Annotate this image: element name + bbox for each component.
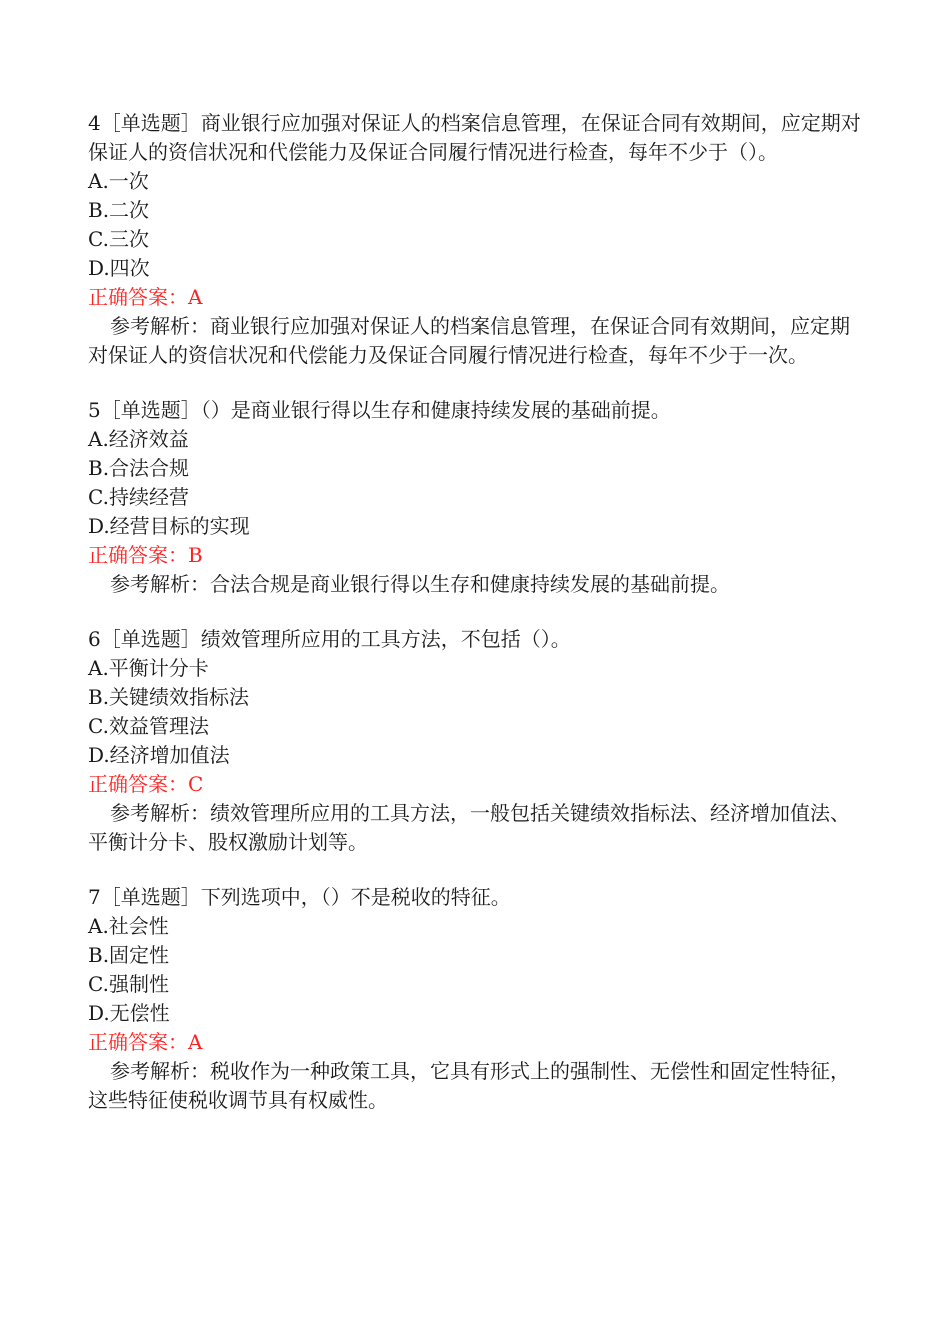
option-a: A.一次 bbox=[88, 169, 149, 193]
option-a: A.经济效益 bbox=[88, 427, 189, 451]
option-d: D.经济增加值法 bbox=[88, 743, 230, 767]
question-stem: 6［单选题］绩效管理所应用的工具方法，不包括（）。 bbox=[88, 627, 571, 651]
correct-answer: 正确答案：B bbox=[88, 543, 203, 567]
question-6 bbox=[88, 625, 868, 857]
question-5 bbox=[88, 396, 868, 599]
option-b: B.二次 bbox=[88, 198, 150, 222]
option-c: C.三次 bbox=[88, 227, 149, 251]
option-c: C.持续经营 bbox=[88, 485, 189, 509]
question-4 bbox=[88, 109, 868, 370]
option-b: B.关键绩效指标法 bbox=[88, 685, 250, 709]
option-d: D.四次 bbox=[88, 256, 150, 280]
question-stem: 4［单选题］商业银行应加强对保证人的档案信息管理，在保证合同有效期间，应定期对保证人的资信状况和代偿能力及保证合同履行情况进行检查，每年不少于（）。 bbox=[88, 111, 861, 164]
option-b: B.合法合规 bbox=[88, 456, 190, 480]
question-list bbox=[88, 109, 868, 1115]
correct-answer: 正确答案：A bbox=[88, 285, 203, 309]
question-stem: 7［单选题］下列选项中，（）不是税收的特征。 bbox=[88, 885, 511, 909]
option-c: C.效益管理法 bbox=[88, 714, 209, 738]
answer-analysis: 参考解析：合法合规是商业银行得以生存和健康持续发展的基础前提。 bbox=[110, 572, 730, 596]
option-d: D.无偿性 bbox=[88, 1001, 170, 1025]
option-a: A.平衡计分卡 bbox=[88, 656, 209, 680]
option-c: C.强制性 bbox=[88, 972, 169, 996]
answer-analysis: 参考解析：商业银行应加强对保证人的档案信息管理，在保证合同有效期间，应定期对保证人的资信状况和代偿能力及保证合同履行情况进行检查，每年不少于一次。 bbox=[88, 314, 850, 367]
option-d: D.经营目标的实现 bbox=[88, 514, 250, 538]
answer-analysis: 参考解析：绩效管理所应用的工具方法，一般包括关键绩效指标法、经济增加值法、平衡计分卡、股权激励计划等。 bbox=[88, 801, 850, 854]
correct-answer: 正确答案：C bbox=[88, 772, 204, 796]
option-a: A.社会性 bbox=[88, 914, 169, 938]
correct-answer: 正确答案：A bbox=[88, 1030, 203, 1054]
question-stem: 5［单选题］（）是商业银行得以生存和健康持续发展的基础前提。 bbox=[88, 398, 671, 422]
option-b: B.固定性 bbox=[88, 943, 170, 967]
question-7 bbox=[88, 883, 868, 1115]
answer-analysis: 参考解析：税收作为一种政策工具，它具有形式上的强制性、无偿性和固定性特征，这些特征使税收调节具有权威性。 bbox=[88, 1059, 850, 1112]
